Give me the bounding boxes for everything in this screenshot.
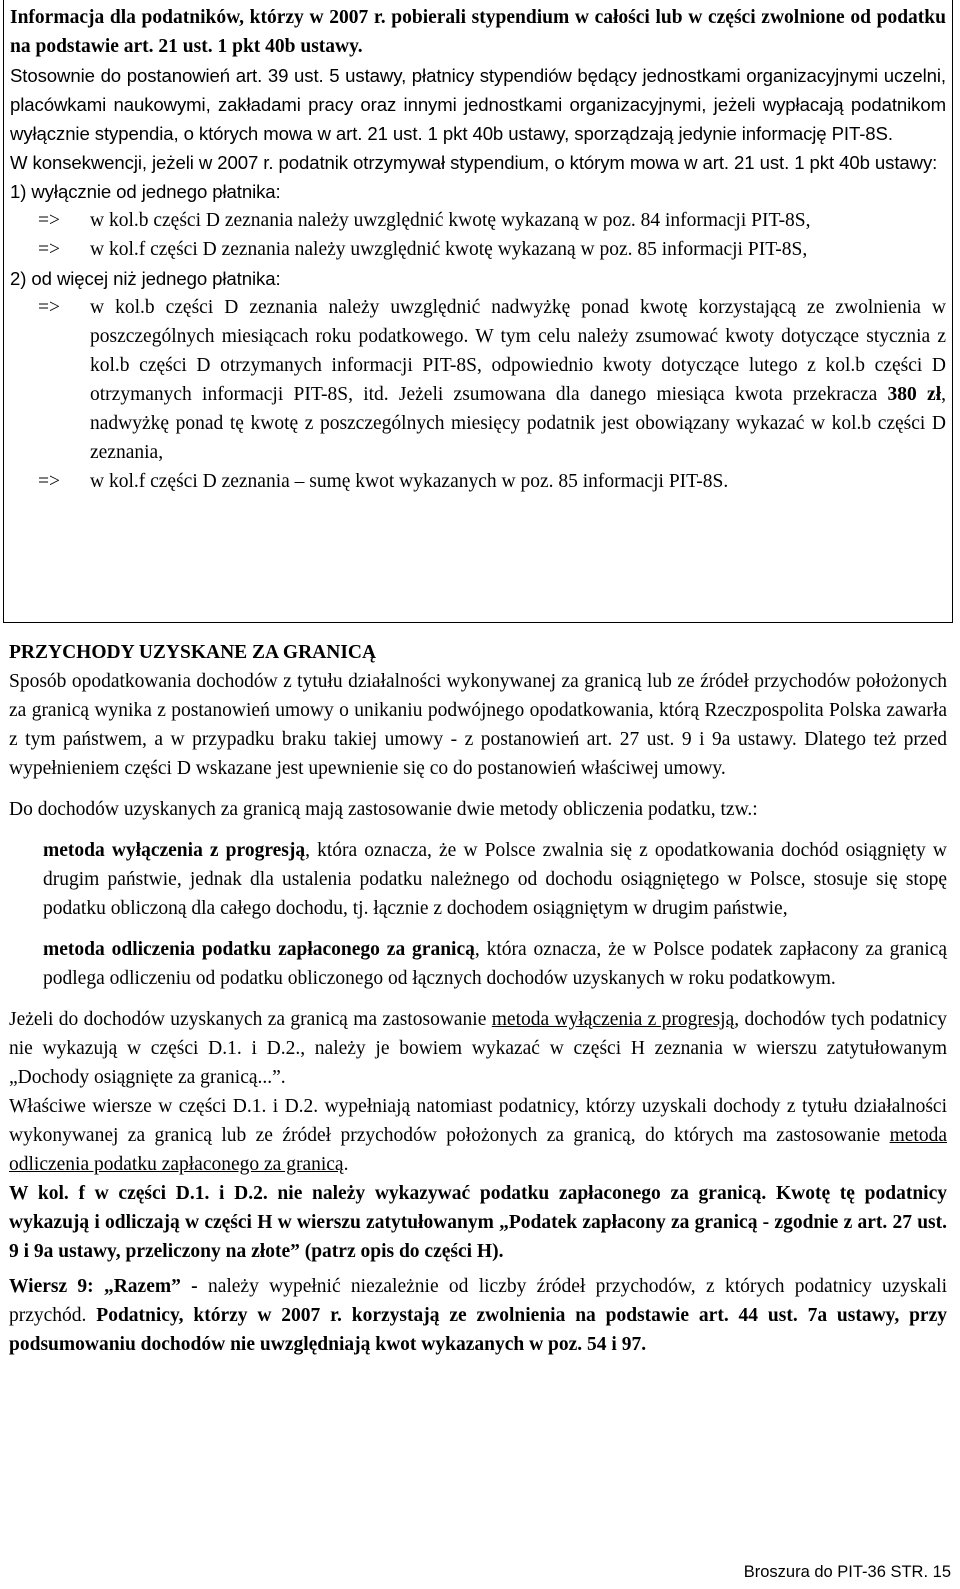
page-footer: Broszura do PIT-36 STR. 15 [743,1563,951,1581]
section-paragraph-3: Jeżeli do dochodów uzyskanych za granicą ma zastosowanie metoda wyłączenia z progresją, dochodów tych podatnicy nie wykazują w części D.1. i D.2., należy je bowiem wykazać w części H zeznania w wierszu zatytułowanym „Dochody osiągnięte za granicą...”. [9,1009,947,1088]
section-paragraph-5: W kol. f w części D.1. i D.2. nie należy wykazywać podatku zapłaconego za granicą. Kwotę tę podatnicy wykazują i odliczają w części H w wierszu zatytułowanym „Podatek zapłacony za granicą - zgodnie z art. 27 ust. 9 i 9a ustawy, przeliczony na złote” (patrz opis do części H). [9,1183,947,1262]
section-paragraph-4: Właściwe wiersze w części D.1. i D.2. wypełniają natomiast podatnicy, którzy uzyskali dochody z tytułu działalności wykonywanej za granicą lub ze źródeł przychodów położonych za granicą, do których ma zastosowanie metoda odliczenia podatku zapłaconego za granicą. [9,1096,947,1175]
method-2: metoda odliczenia podatku zapłaconego za granicą, która oznacza, że w Polsce podatek zapłacony za granicą podlega odliczeniu od podatku obliczonego od łącznych dochodów uzyskanych w roku podatkowym. [43,939,947,989]
info-heading: Informacja dla podatników, którzy w 2007 r. pobierali stypendium w całości lub w części zwolnione od podatku na podstawie art. 21 ust. 1 pkt 40b ustawy. [10,7,946,57]
info-item-1b: => w kol.f części D zeznania należy uwzględnić kwotę wykazaną w poz. 85 informacji PIT-8S, [10,235,946,264]
info-item-1: 1) wyłącznie od jednego płatnika: [10,181,281,202]
section-title: PRZYCHODY UZYSKANE ZA GRANICĄ [9,642,377,663]
info-item-2b: => w kol.f części D zeznania – sumę kwot wykazanych w poz. 85 informacji PIT-8S. [10,467,946,496]
info-paragraph-1: Stosownie do postanowień art. 39 ust. 5 ustawy, płatnicy stypendiów będący jednostkami organizacyjnymi uczelni, placówkami naukowymi, zakładami pracy oraz innymi jednostkami organizacyjnymi, jeżeli wypłacają podatnikom wyłącznie stypendia, o których mowa w art. 21 ust. 1 pkt 40b ustawy, sporządzają jedynie informację PIT-8S. [10,65,946,144]
arrow-marker: => [38,239,60,260]
foreign-income-section [9,638,947,1359]
info-item-2a: => w kol.b części D zeznania należy uwzględnić nadwyżkę ponad kwotę korzystającą ze zwolnienia w poszczególnych miesiącach roku podatkowego. W tym celu należy zsumować kwoty dotyczące stycznia z kol.b części D otrzymanych informacji PIT-8S, odpowiednio kwoty dotyczące lutego z kol.b części D otrzymanych informacji PIT-8S, itd. Jeżeli zsumowana dla danego miesiąca kwota przekracza 380 zł, nadwyżkę ponad tę kwotę z poszczególnych miesięcy podatnik jest obowiązany wykazać w kol.b części D zeznania, [10,293,946,467]
arrow-marker: => [38,297,60,318]
info-item-1a: => w kol.b części D zeznania należy uwzględnić kwotę wykazaną w poz. 84 informacji PIT-8S, [10,206,946,235]
arrow-marker: => [38,210,60,231]
info-paragraph-2: W konsekwencji, jeżeli w 2007 r. podatnik otrzymywał stypendium, o którym mowa w art. 21 ust. 1 pkt 40b ustawy: [10,152,938,173]
scholarship-info-box [3,0,953,623]
section-paragraph-2: Do dochodów uzyskanych za granicą mają zastosowanie dwie metody obliczenia podatku, tzw.: [9,799,758,820]
info-item-2: 2) od więcej niż jednego płatnika: [10,268,281,289]
section-paragraph-1: Sposób opodatkowania dochodów z tytułu działalności wykonywanej za granicą lub ze źródeł przychodów położonych za granicą wynika z postanowień umowy o unikaniu podwójnego opodatkowania, którą Rzeczpospolita Polska zawarła z tym państwem, a w przypadku braku takiej umowy - z postanowień art. 27 ust. 9 i 9a ustawy. Dlatego też przed wypełnieniem części D wskazane jest upewnienie się co do postanowień właściwej umowy. [9,671,947,779]
arrow-marker: => [38,471,60,492]
section-paragraph-6: Wiersz 9: „Razem” - należy wypełnić niezależnie od liczby źródeł przychodów, z których podatnicy uzyskali przychód. Podatnicy, którzy w 2007 r. korzystają ze zwolnienia na podstawie art. 44 ust. 7a ustawy, przy podsumowaniu dochodów nie uwzględniają kwot wykazanych w poz. 54 i 97. [9,1276,947,1355]
method-1: metoda wyłączenia z progresją, która oznacza, że w Polsce zwalnia się z opodatkowania dochód osiągnięty w drugim państwie, jednak dla ustalenia podatku należnego od dochodu osiągniętego w Polsce, stosuje się stopę podatku obliczoną dla całego dochodu, tj. łącznie z dochodem osiągniętym w drugim państwie, [43,840,947,919]
